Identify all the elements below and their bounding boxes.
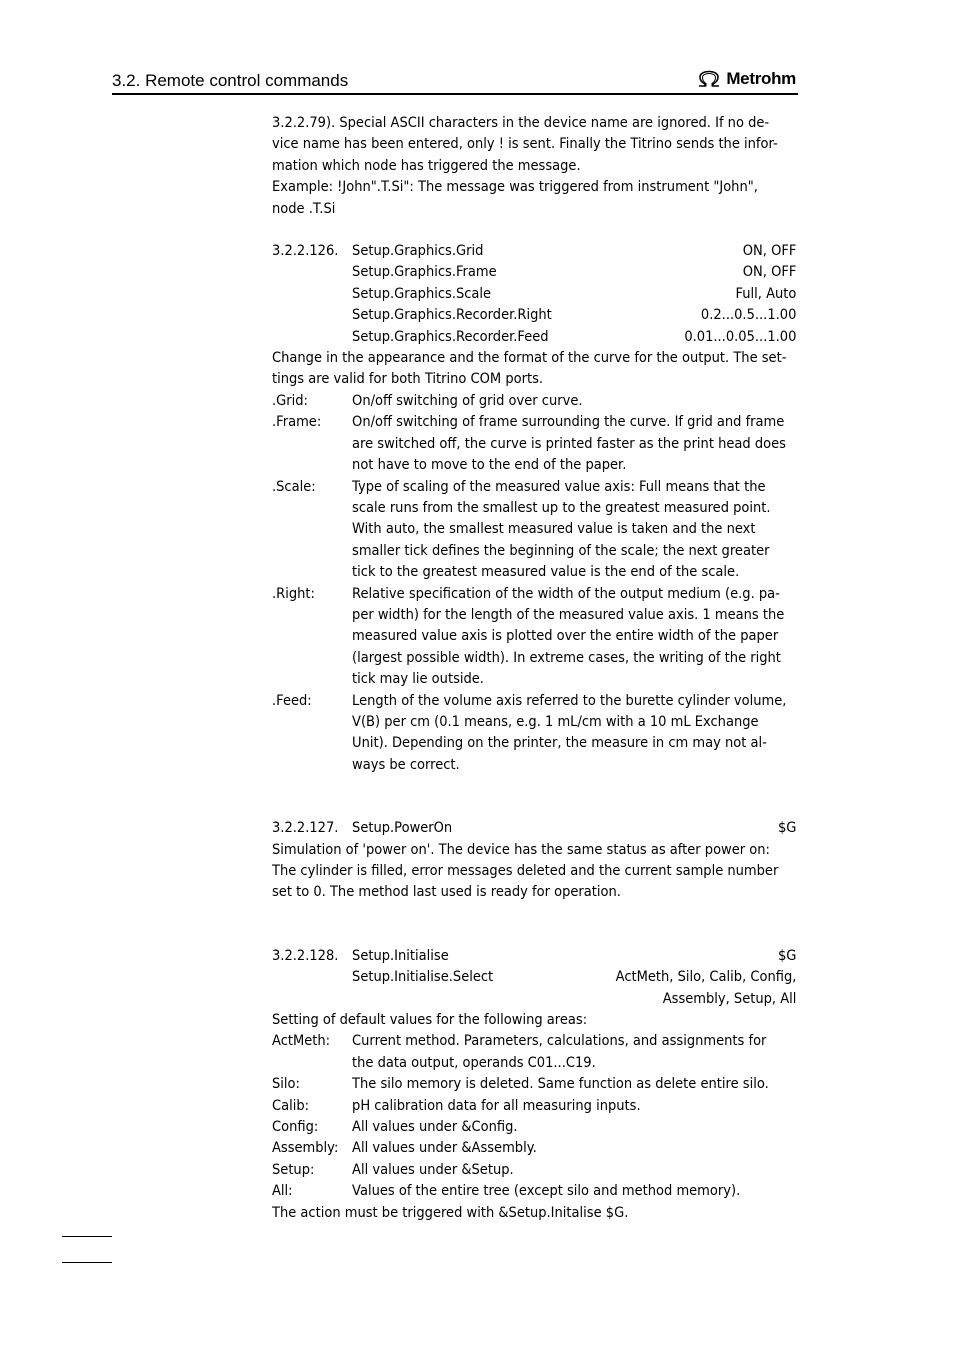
definition-actmeth xyxy=(272,1031,796,1074)
text-line: Simulation of 'power on'. The device has the same status as after power on: xyxy=(272,841,770,858)
definition-line: tick may lie outside. xyxy=(352,671,484,688)
command-name: Setup.PowerOn xyxy=(352,820,453,837)
definition-feed xyxy=(272,691,796,777)
omega-icon xyxy=(696,70,722,88)
brand-logo xyxy=(696,68,796,90)
command-value: ON, OFF xyxy=(742,264,797,281)
text-line: node .T.Si xyxy=(272,200,336,217)
command-name: Setup.Graphics.Frame xyxy=(352,264,497,281)
definition-term: .Feed: xyxy=(272,692,312,709)
definition-term: ActMeth: xyxy=(272,1033,331,1050)
definition-line: Values of the entire tree (except silo and method memory). xyxy=(352,1183,741,1200)
command-name: Setup.Graphics.Recorder.Feed xyxy=(352,328,549,345)
margin-mark xyxy=(62,1236,112,1237)
definition-line: per width) for the length of the measured value axis. 1 means the xyxy=(352,606,785,623)
definition-term: All: xyxy=(272,1183,293,1200)
definition-line: not have to move to the end of the paper. xyxy=(352,457,627,474)
text-line: 3.2.2.79). Special ASCII characters in the device name are ignored. If no de- xyxy=(272,115,770,131)
command-row xyxy=(272,284,796,305)
definition-line: tick to the greatest measured value is the end of the scale. xyxy=(352,564,740,581)
brand-name: Metrohm xyxy=(726,69,796,88)
definition-line: pH calibration data for all measuring inputs. xyxy=(352,1097,641,1114)
command-row xyxy=(272,989,796,1010)
command-name: Setup.Graphics.Grid xyxy=(352,243,484,260)
command-value: Assembly, Setup, All xyxy=(662,990,797,1007)
text-line: The action must be triggered with &Setup.Initalise $G. xyxy=(272,1204,629,1221)
definition-line: Type of scaling of the measured value axis: Full means that the xyxy=(352,478,766,495)
page-body xyxy=(272,113,797,1224)
command-value: $G xyxy=(777,947,797,964)
command-row xyxy=(272,241,796,262)
command-value: 0.2...0.5...1.00 xyxy=(700,307,797,324)
definition-grid xyxy=(272,391,796,412)
definition-line: With auto, the smallest measured value is taken and the next xyxy=(352,521,756,538)
definition-line: Unit). Depending on the printer, the measure in cm may not al- xyxy=(352,735,767,752)
definition-line: On/off switching of grid over curve. xyxy=(352,392,583,409)
definition-term: .Right: xyxy=(272,585,315,602)
definition-term: Silo: xyxy=(272,1076,300,1093)
text-line: Change in the appearance and the format of the curve for the output. The set- xyxy=(272,350,787,367)
text-line: tings are valid for both Titrino COM ports. xyxy=(272,371,544,388)
section-number: 3.2.2.127. xyxy=(272,820,339,837)
command-row xyxy=(272,305,796,326)
definition-term: Setup: xyxy=(272,1161,315,1178)
definition-term: Calib: xyxy=(272,1097,310,1114)
definition-line: Length of the volume axis referred to the burette cylinder volume, xyxy=(352,692,787,709)
definition-line: All values under &Setup. xyxy=(352,1161,514,1178)
command-name: Setup.Initialise xyxy=(352,947,449,964)
definition-term: .Grid: xyxy=(272,392,308,409)
definition-line: Relative specification of the width of the output medium (e.g. pa- xyxy=(352,585,780,602)
definition-line: All values under &Assembly. xyxy=(352,1140,537,1157)
command-value: $G xyxy=(777,820,797,837)
definition-line: smaller tick defines the beginning of the scale; the next greater xyxy=(352,542,770,559)
definition-line: V(B) per cm (0.1 means, e.g. 1 mL/cm with a 10 mL Exchange xyxy=(352,713,759,730)
definition-silo xyxy=(272,1074,796,1095)
definition-line: are switched off, the curve is printed faster as the print head does xyxy=(352,435,786,452)
margin-mark xyxy=(62,1262,112,1263)
definition-line: The silo memory is deleted. Same function as delete entire silo. xyxy=(352,1076,769,1093)
text-line: set to 0. The method last used is ready for operation. xyxy=(272,884,621,901)
text-line: Example: !John".T.Si": The message was triggered from instrument "John", xyxy=(272,179,758,196)
definition-line: On/off switching of frame surrounding the curve. If grid and frame xyxy=(352,414,785,431)
definition-right xyxy=(272,584,796,691)
definition-term: Assembly: xyxy=(272,1140,339,1157)
intro-paragraph xyxy=(272,113,796,220)
definition-scale xyxy=(272,477,796,584)
command-value: ActMeth, Silo, Calib, Config, xyxy=(615,969,797,986)
definition-term: Config: xyxy=(272,1119,319,1136)
definition-term: .Scale: xyxy=(272,478,316,495)
page-header xyxy=(112,68,796,94)
command-row xyxy=(272,946,796,967)
command-value: Full, Auto xyxy=(735,285,797,302)
definition-term: .Frame: xyxy=(272,414,322,431)
command-name: Setup.Initialise.Select xyxy=(352,969,494,986)
section-number: 3.2.2.128. xyxy=(272,947,339,964)
definition-line: the data output, operands C01...C19. xyxy=(352,1054,596,1071)
text-line: mation which node has triggered the message. xyxy=(272,157,581,174)
text-line: The cylinder is filled, error messages deleted and the current sample number xyxy=(272,863,779,879)
command-value: 0.01...0.05...1.00 xyxy=(684,328,797,345)
definition-calib xyxy=(272,1096,796,1117)
command-value: ON, OFF xyxy=(742,243,797,260)
command-row xyxy=(272,262,796,283)
command-name: Setup.Graphics.Recorder.Right xyxy=(352,307,552,324)
section-3-2-2-127 xyxy=(272,818,796,904)
definition-line: Current method. Parameters, calculations, and assignments for xyxy=(352,1033,767,1050)
definition-line: All values under &Config. xyxy=(352,1119,518,1136)
text-line: Setting of default values for the following areas: xyxy=(272,1012,588,1029)
command-row xyxy=(272,327,796,348)
definition-setup xyxy=(272,1160,796,1181)
definition-line: measured value axis is plotted over the entire width of the paper xyxy=(352,628,779,645)
definition-config xyxy=(272,1117,796,1138)
section-number: 3.2.2.126. xyxy=(272,243,339,260)
definition-line: scale runs from the smallest up to the greatest measured point. xyxy=(352,499,771,516)
header-divider xyxy=(112,93,798,95)
section-title: 3.2. Remote control commands xyxy=(112,71,349,90)
command-row xyxy=(272,818,796,839)
command-name: Setup.Graphics.Scale xyxy=(352,285,492,302)
definition-assembly xyxy=(272,1138,796,1159)
command-row xyxy=(272,967,796,988)
section-3-2-2-128 xyxy=(272,946,796,1224)
definition-all xyxy=(272,1181,796,1202)
definition-line: ways be correct. xyxy=(352,756,460,773)
text-line: vice name has been entered, only ! is sent. Finally the Titrino sends the infor- xyxy=(272,136,778,153)
definition-line: (largest possible width). In extreme cases, the writing of the right xyxy=(352,649,781,666)
definition-frame xyxy=(272,412,796,476)
section-3-2-2-126 xyxy=(272,241,796,776)
